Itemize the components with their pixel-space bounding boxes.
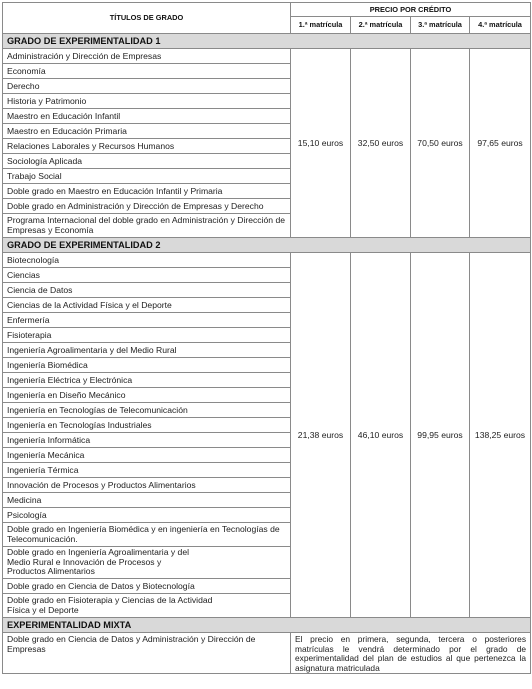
degree-name: Biotecnología [3,253,291,268]
degree-name: Doble grado en Ciencia de Datos y Administración y Dirección de Empresas [3,633,291,674]
degree-name: Ingeniería Térmica [3,463,291,478]
group-1-price-1: 15,10 euros [291,49,351,238]
group-1-price-4: 97,65 euros [470,49,531,238]
group-2-title: GRADO DE EXPERIMENTALIDAD 2 [3,238,531,253]
degree-name: Economía [3,64,291,79]
group-1-price-3: 70,50 euros [411,49,470,238]
group-2-price-3: 99,95 euros [411,253,470,618]
degree-name: Doble grado en Ingeniería Agroalimentaria y del Medio Rural e Innovación de Procesos y Productos Alimentarios [3,547,291,579]
table-row [3,633,531,674]
degree-name: Ingeniería Eléctrica y Electrónica [3,373,291,388]
enrollment-2-header: 2.ª matrícula [351,17,411,34]
titles-header: TÍTULOS DE GRADO [3,3,291,34]
degree-name: Medicina [3,493,291,508]
degree-name: Enfermería [3,313,291,328]
degree-name: Ingeniería en Diseño Mecánico [3,388,291,403]
degree-name: Sociología Aplicada [3,154,291,169]
degree-name: Maestro en Educación Infantil [3,109,291,124]
degree-name: Historia y Patrimonio [3,94,291,109]
group-header-row [3,34,531,49]
degree-name: Doble grado en Ciencia de Datos y Biotecnología [3,579,291,594]
degree-name: Ciencias [3,268,291,283]
degree-name: Ciencia de Datos [3,283,291,298]
degree-name: Doble grado en Maestro en Educación Infantil y Primaria [3,184,291,199]
degree-name: Ciencias de la Actividad Física y el Deporte [3,298,291,313]
enrollment-1-header: 1.ª matrícula [291,17,351,34]
mixed-price-note: El precio en primera, segunda, tercera o posteriores matrículas le vendrá determinado por el grado de experimentalidad del plan de estudios al que pertenezca la asignatura matriculada [291,633,531,674]
group-2-price-2: 46,10 euros [351,253,411,618]
degree-name: Maestro en Educación Primaria [3,124,291,139]
table-row [3,49,531,64]
fee-table [2,2,531,674]
degree-name: Fisioterapia [3,328,291,343]
degree-name: Ingeniería en Tecnologías de Telecomunicación [3,403,291,418]
group-1-price-2: 32,50 euros [351,49,411,238]
group-1-title: GRADO DE EXPERIMENTALIDAD 1 [3,34,531,49]
degree-name: Ingeniería Biomédica [3,358,291,373]
group-header-row [3,618,531,633]
degree-name: Administración y Dirección de Empresas [3,49,291,64]
degree-name: Derecho [3,79,291,94]
degree-name: Programa Internacional del doble grado en Administración y Dirección de Empresas y Economía [3,214,291,238]
degree-name: Psicología [3,508,291,523]
degree-name: Trabajo Social [3,169,291,184]
degree-name: Doble grado en Administración y Dirección de Empresas y Derecho [3,199,291,214]
degree-name: Ingeniería Informática [3,433,291,448]
degree-name: Doble grado en Fisioterapia y Ciencias de la Actividad Física y el Deporte [3,594,291,618]
degree-name: Innovación de Procesos y Productos Alimentarios [3,478,291,493]
group-2-price-4: 138,25 euros [470,253,531,618]
degree-name: Ingeniería Mecánica [3,448,291,463]
table-row [3,253,531,268]
degree-name: Relaciones Laborales y Recursos Humanos [3,139,291,154]
degree-name: Ingeniería en Tecnologías Industriales [3,418,291,433]
group-3-title: EXPERIMENTALIDAD MIXTA [3,618,531,633]
enrollment-3-header: 3.ª matrícula [411,17,470,34]
price-header: PRECIO POR CRÉDITO [291,3,531,17]
enrollment-4-header: 4.ª matrícula [470,17,531,34]
degree-name: Doble grado en Ingeniería Biomédica y en ingeniería en Tecnologías de Telecomunicación. [3,523,291,547]
group-2-price-1: 21,38 euros [291,253,351,618]
degree-name: Ingeniería Agroalimentaria y del Medio Rural [3,343,291,358]
group-header-row [3,238,531,253]
